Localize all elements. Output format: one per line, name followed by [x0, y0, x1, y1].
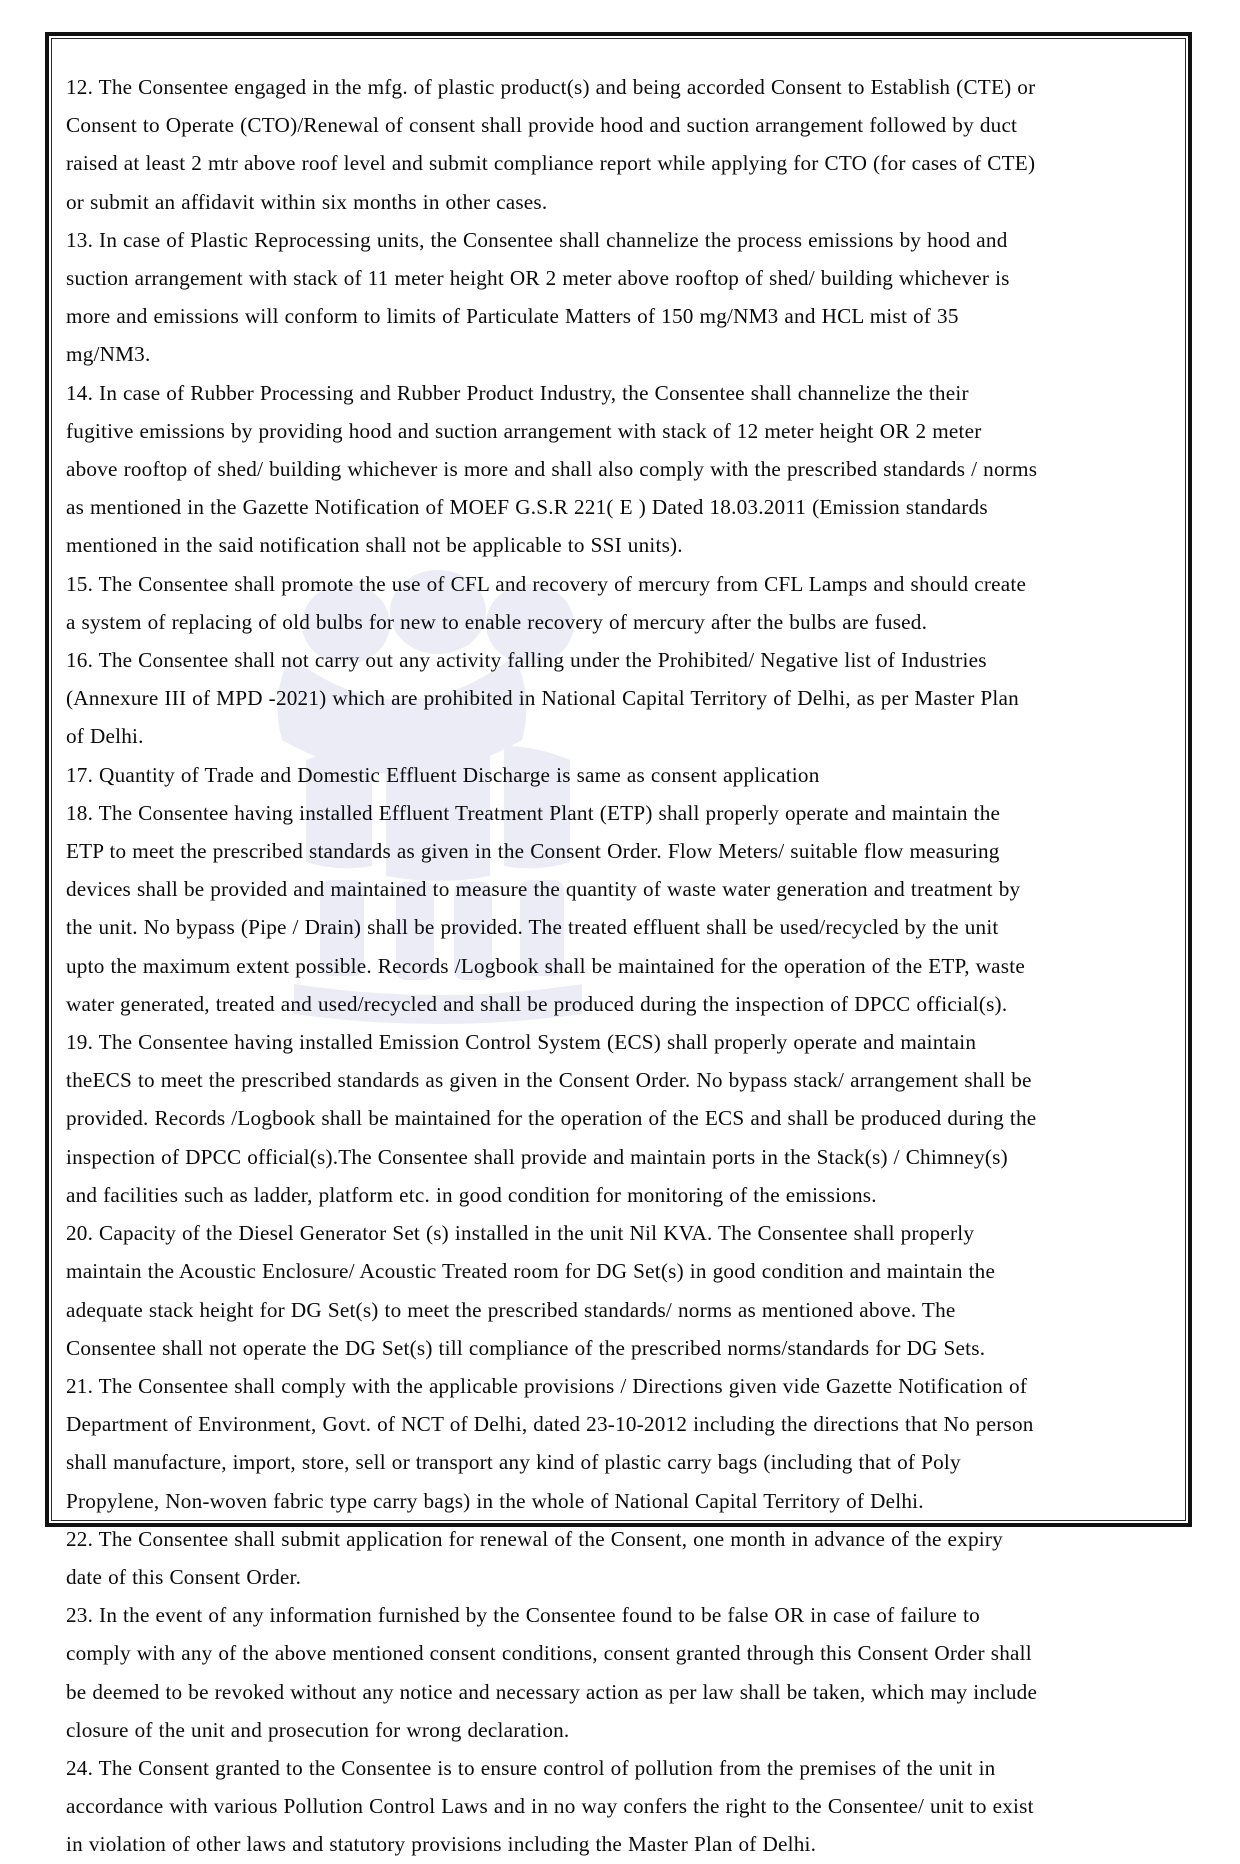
- clause-21: 21. The Consentee shall comply with the applicable provisions / Directions given vide Gazette Notification of Department of Environment, Govt. of NCT of Delhi, dated 23-10-2012 including the directions that No person shall manufacture, import, store, sell or transport any kind of plastic carry bags (including that of Poly Propylene, Non-woven fabric type carry bags) in the whole of National Capital Territory of Delhi.: [66, 1373, 1034, 1513]
- clause-14: 14. In case of Rubber Processing and Rubber Product Industry, the Consentee shall channelize the their fugitive emissions by providing hood and suction arrangement with stack of 12 meter height OR 2 meter above rooftop of shed/ building whichever is more and shall also comply with the prescribed standards / norms as mentioned in the Gazette Notification of MOEF G.S.R 221( E ) Dated 18.03.2011 (Emission standards mentioned in the said notification shall not be applicable to SSI units).: [66, 380, 1038, 558]
- clause-13: 13. In case of Plastic Reprocessing units, the Consentee shall channelize the process emissions by hood and suction arrangement with stack of 11 meter height OR 2 meter above rooftop of shed/ building whichever is more and emissions will conform to limits of Particulate Matters of 150 mg/NM3 and HCL mist of 35 mg/NM3.: [66, 227, 1010, 367]
- clause-16: 16. The Consentee shall not carry out any activity falling under the Prohibited/ Negative list of Industries (Annexure III of MPD -2021) which are prohibited in National Capital Territory of Delhi, as per Master Plan of Delhi.: [66, 648, 1019, 749]
- clause-19: 19. The Consentee having installed Emission Control System (ECS) shall properly operate and maintain theECS to meet the prescribed standards as given in the Consent Order. No bypass stack/ arrangement shall be provided. Records /Logbook shall be maintained for the operation of the ECS and shall be produced during the inspection of DPCC official(s).The Consentee shall provide and maintain ports in the Stack(s) / Chimney(s) and facilities such as ladder, platform etc. in good condition for monitoring of the emissions.: [66, 1030, 1037, 1207]
- clause-17: 17. Quantity of Trade and Domestic Effluent Discharge is same as consent application: [66, 762, 820, 787]
- clause-15: 15. The Consentee shall promote the use of CFL and recovery of mercury from CFL Lamps and should create a system of replacing of old bulbs for new to enable recovery of mercury after the bulbs are fused.: [66, 571, 1027, 634]
- clause-20: 20. Capacity of the Diesel Generator Set (s) installed in the unit Nil KVA. The Consentee shall properly maintain the Acoustic Enclosure/ Acoustic Treated room for DG Set(s) in good condition and maintain the adequate stack height for DG Set(s) to meet the prescribed standards/ norms as mentioned above. The Consentee shall not operate the DG Set(s) till compliance of the prescribed norms/standards for DG Sets.: [66, 1221, 996, 1360]
- clause-18: 18. The Consentee having installed Effluent Treatment Plant (ETP) shall properly operate and maintain the ETP to meet the prescribed standards as given in the Consent Order. Flow Meters/ suitable flow measuring devices shall be provided and maintained to measure the quantity of waste water generation and treatment by the unit. No bypass (Pipe / Drain) shall be provided. The treated effluent shall be used/recycled by the unit upto the maximum extent possible. Records /Logbook shall be maintained for the operation of the ETP, waste water generated, treated and used/recycled and shall be produced during the inspection of DPCC official(s).: [66, 800, 1025, 1016]
- clause-12: 12. The Consentee engaged in the mfg. of plastic product(s) and being accorded Consent to Establish (CTE) or Consent to Operate (CTO)/Renewal of consent shall provide hood and suction arrangement followed by duct raised at least 2 mtr above roof level and submit compliance report while applying for CTO (for cases of CTE) or submit an affidavit within six months in other cases.: [66, 75, 1036, 214]
- clause-22: 22. The Consentee shall submit application for renewal of the Consent, one month in advance of the expiry date of this Consent Order.: [66, 1526, 1003, 1589]
- clause-24: 24. The Consent granted to the Consentee is to ensure control of pollution from the premises of the unit in accordance with various Pollution Control Laws and in no way confers the right to the Consentee/ unit to exist in violation of other laws and statutory provisions including the Master Plan of Delhi.: [66, 1755, 1034, 1857]
- conditions-list: [66, 68, 1038, 1864]
- clause-23: 23. In the event of any information furnished by the Consentee found to be false OR in case of failure to comply with any of the above mentioned consent conditions, consent granted through this Consent Order shall be deemed to be revoked without any notice and necessary action as per law shall be taken, which may include closure of the unit and prosecution for wrong declaration.: [66, 1603, 1038, 1742]
